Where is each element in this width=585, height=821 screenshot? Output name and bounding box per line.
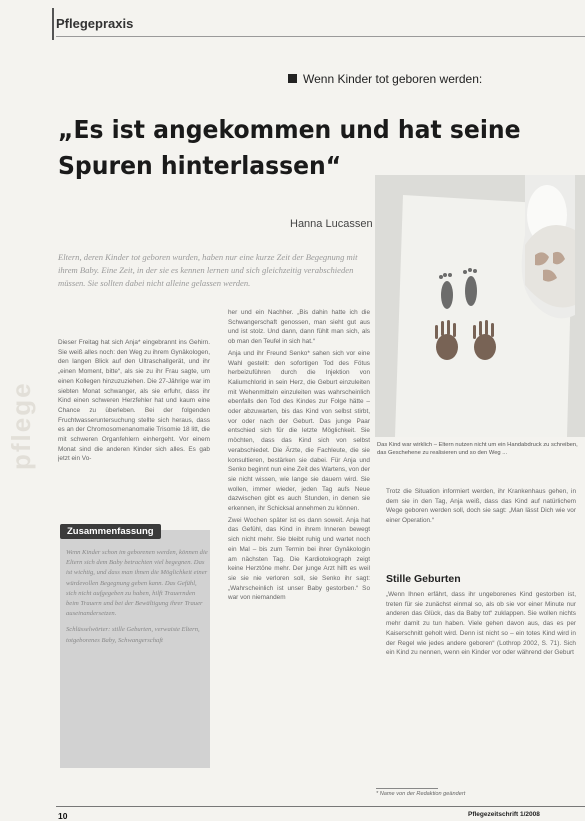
header-rule: [56, 36, 585, 37]
square-bullet-icon: [288, 74, 297, 83]
summary-keywords: Schlüsselwörter: stille Geburten, verwaiste Eltern, totgeborenes Baby, Schwangerschaft: [66, 626, 200, 644]
summary-text: [66, 548, 208, 652]
body-paragraph: Dieser Freitag hat sich Anja* eingebrannt ins Gehirn. Sie weiß alles noch: den Weg zu ihrem Gynäkologen, den langen Blick auf den Ultraschallgerät, und ihr „einen Moment, bitte“, als sie zu ihr Frau sagte, um einen Kollegen hinzuzuziehen. Die 27-Jährige war im siebten Monat schwanger, als sie erfuhr, dass ihr Kind einen schweren Herzfehler hat und kaum eine Chance zu überleben. Bei der folgenden Fruchtwasseruntersuchung stellte sich heraus, dass es an der Chromosomenanomalie Trisomie 18 litt, die mit schweren Organfehlern einhergeht. Vor einem Monat sind die anderen Kinder sich alles. Es gab jetzt ein Vo-: [58, 339, 210, 463]
body-paragraph: her und ein Nachher. „Bis dahin hatte ich die Schwangerschaft genossen, man sieht gut aus und ist stolz. Und dann, dann fühlt man sich, als ob man den Teufel in sich hat.“: [228, 309, 370, 346]
section-marker-rule: [52, 8, 54, 40]
body-paragraph: Anja und ihr Freund Senko* sahen sich vor eine Wahl gestellt: den sofortigen Tod des Fötus herbeizuführen durch die Injektion von Kaliumchlorid in sein Herz, die Geburt einzuleiten mit Wehenmitteln einzuleiten was wahrscheinlich ebenfalls den Tod des Kindes zur Folge hätte – oder abzuwarten, bis das Kind von selbst stirbt, vor oder nach der Geburt. Das junge Paar entschied sich für die letzte Möglichkeit. Sie möchten, dass das Kind sich von selbst verabschiedet. Die Ärzte, die Fachleute, die sie konsultieren, bestärken sie dabei. Für Anja und Senko beginnt nun eine Zeit des Wartens, von der sie nicht wissen, wie lange sie dauern wird. Sie wollen, immer wieder, jeden Tag aufs Neue dazwischen gibt es auch Stunden, in denen sie erkennen, ihr Schicksal annehmen zu können.: [228, 349, 370, 513]
subheading: Stille Geburten: [386, 573, 461, 585]
body-column-3b: [386, 590, 576, 740]
author-name: Hanna Lucassen: [290, 218, 373, 230]
summary-paragraph: Wenn Kinder schon im geborenen werden, können die Eltern sich dem Baby betrachten viel begegnen. Das ist wichtig, und dass man ihnen die Möglichkeit einer würdevollen Begegnung geben kann. Das Gefühl, sich nicht aufgegeben zu haben, hilft Trauernden beim Trauern und bei der Bewältigung ihrer Trauer auseinandersetzen.: [66, 549, 208, 618]
body-paragraph: Zwei Wochen später ist es dann soweit. Anja hat das Gefühl, das Kind in ihrem Inneren bewegt sich nicht mehr. Sie bleibt ruhig und wartet noch ein Mal – bis zum Termin bei ihrer Gynäkologin am nächsten Tag. Die Kardiotokograph zeigt keine Herztöne mehr. Der junge Arzt hilft es weil sie sie nie verloren soll, sie Senko ihr sagt: „Wahrscheinlich ist unser Baby gestorben.“ So war von niemandem: [228, 516, 370, 602]
body-column-2: [228, 308, 370, 808]
body-column-1: [58, 338, 210, 524]
lead-paragraph: Eltern, deren Kinder tot geboren wurden, haben nur eine kurze Zeit der Begegnung mit ihrem Baby. Eine Zeit, in der sie es kennen lernen und sich gleichzeitig verabschieden müssen. Sie sollten dabei nicht alleine gelassen werden.: [58, 252, 358, 288]
journal-issue: Pflegezeitschrift 1/2008: [468, 811, 540, 818]
article-headline: [58, 112, 547, 184]
margin-watermark: pflege: [6, 381, 36, 470]
footnote: * Name von der Redaktion geändert: [376, 791, 466, 797]
footnote-rule: [376, 788, 438, 789]
handprint-photo-illustration: [375, 175, 585, 437]
section-label: Pflegepraxis: [56, 16, 134, 31]
article-kicker: [288, 72, 482, 86]
body-column-3: [386, 487, 576, 577]
body-paragraph: Trotz die Situation informiert werden, ihr Krankenhaus gehen, in dem sie in den Tag, Anja weiß, dass das Kind auf natürlichem Wege geboren werden soll, doch sie sagt: „Man lässt Dich wie vor einer Operation.“: [386, 488, 576, 525]
headline-line-2: Spuren hinterlassen“: [58, 151, 342, 180]
footer-rule: [56, 806, 585, 807]
page-number: 10: [58, 811, 68, 821]
headline-line-1: „Es ist angekommen und hat seine: [58, 115, 521, 144]
kicker-text: Wenn Kinder tot geboren werden:: [303, 72, 483, 86]
photo-caption: Das Kind war wirklich – Eltern nutzen nicht um ein Handabdruck zu schreiben, das Geschehene zu realisieren und so den Weg ...: [377, 442, 578, 456]
article-photo: [375, 175, 585, 437]
summary-tag: Zusammenfassung: [60, 524, 161, 539]
body-paragraph: „Wenn Ihnen erfährt, dass ihr ungeborenes Kind gestorben ist, treten für sie zunächst einmal so, als ob sie vor einer Minute nur anderen das Glück, das da Baby tot“ zuklappen. Sie wollen nichts mehr damit zu tun haben. Viele gehen davon aus, das es per Kaiserschnitt geholt wird. Denn ist nicht so – ein totes Kind wird in der Regel wie jedes andere geboren“ (Lothrop 2002, S. 71). Sich ein Kind zu nennen, wenn ein Kinder vor oder während der Geburt: [386, 591, 576, 657]
